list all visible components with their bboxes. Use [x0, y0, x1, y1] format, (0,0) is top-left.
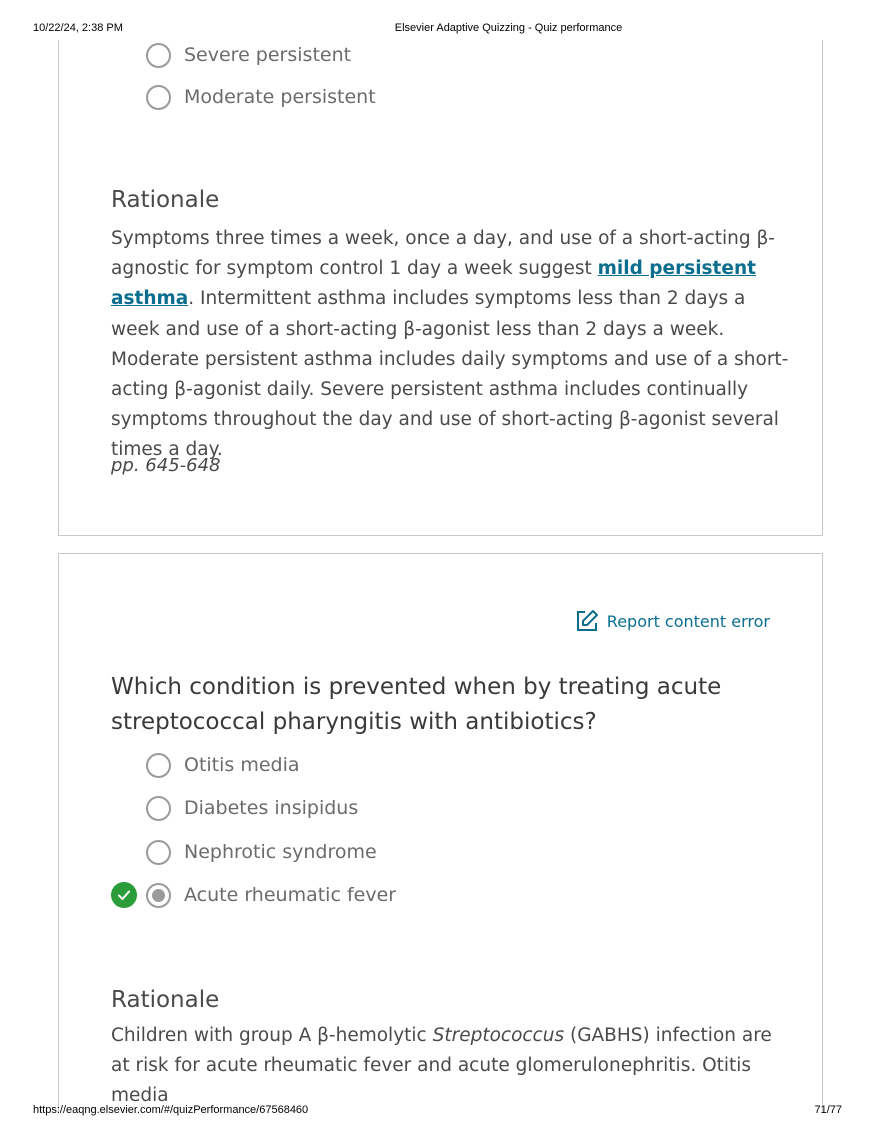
radio-button[interactable]: [146, 796, 171, 821]
radio-button[interactable]: [146, 43, 171, 68]
radio-dot: [152, 889, 165, 902]
rationale-heading: Rationale: [111, 987, 220, 1013]
radio-button[interactable]: [146, 753, 171, 778]
rationale-text-part: (GABHS) infection are at risk for acute rheumatic fever and acute glomerulonephritis. Otitis media: [111, 1025, 772, 1107]
answer-option[interactable]: [146, 83, 376, 111]
radio-button[interactable]: [146, 840, 171, 865]
rationale-text: [111, 224, 791, 466]
print-page-number: 71/77: [814, 1104, 842, 1116]
page-reference: pp. 645-648: [111, 455, 221, 476]
answer-option-label: Moderate persistent: [184, 86, 376, 108]
rationale-text: [111, 1021, 791, 1112]
print-url: https://eaqng.elsevier.com/#/quizPerformance/67568460: [33, 1104, 309, 1116]
rationale-text-part: . Intermittent asthma includes symptoms less than 2 days a week and use of a short-acting β-agonist less than 2 days a week. Moderate persistent asthma includes daily symptoms and use of a short-acting β-agonist daily. Severe persistent asthma includes continually symptoms throughout the day and use of short-acting β-agonist several times a day.: [111, 288, 789, 461]
rationale-text-part: Children with group A β-hemolytic: [111, 1025, 433, 1046]
answer-option-label: Acute rheumatic fever: [184, 884, 397, 906]
question-card-previous: [58, 40, 823, 536]
print-datetime: 10/22/24, 2:38 PM: [33, 22, 123, 34]
answer-option[interactable]: [146, 41, 351, 69]
question-text: Which condition is prevented when by treating acute streptococcal pharyngitis with antibiotics?: [111, 674, 722, 735]
print-footer: [0, 1104, 880, 1118]
answer-option-label: Otitis media: [184, 754, 300, 776]
answer-option-label: Diabetes insipidus: [184, 797, 359, 819]
answer-option-selected[interactable]: [146, 881, 396, 909]
report-content-error-button[interactable]: [575, 608, 770, 634]
rationale-italic-term: Streptococcus: [432, 1025, 565, 1046]
question-card: [58, 553, 823, 1113]
answer-option-label: Severe persistent: [184, 44, 352, 66]
answer-option[interactable]: [146, 794, 358, 822]
rationale-heading: Rationale: [111, 187, 220, 213]
radio-button-selected[interactable]: [146, 883, 171, 908]
print-header: [0, 22, 880, 36]
answer-option-label: Nephrotic syndrome: [184, 841, 377, 863]
rationale-link[interactable]: mild persistent asthma: [111, 258, 756, 310]
answer-option[interactable]: [146, 751, 300, 779]
correct-check-icon: [111, 882, 137, 908]
answer-option[interactable]: [146, 838, 377, 866]
edit-icon: [575, 609, 599, 633]
report-content-error-label: Report content error: [606, 611, 770, 631]
radio-button[interactable]: [146, 85, 171, 110]
rationale-text-part: Symptoms three times a week, once a day, and use of a short-acting β-agnostic for symptom control 1 day a week suggest: [111, 228, 775, 280]
print-page-title: Elsevier Adaptive Quizzing - Quiz performance: [394, 22, 623, 34]
